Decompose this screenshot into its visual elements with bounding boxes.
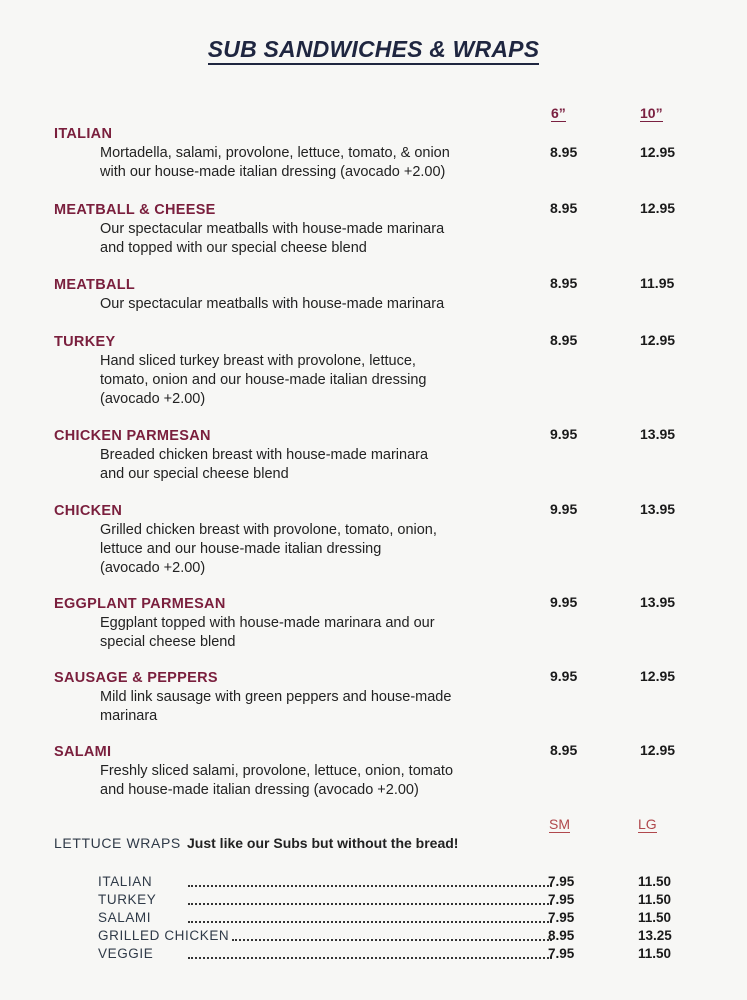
item-description (100, 614, 510, 652)
desc-line: Freshly sliced salami, provolone, lettuce, onion, tomato (100, 763, 454, 779)
item-description (100, 521, 510, 578)
item-name: MEATBALL (54, 277, 136, 293)
wrap-price-lg: 13.25 (638, 928, 672, 943)
desc-line: Eggplant topped with house-made marinara and our (100, 615, 435, 631)
item-name: SALAMI (54, 744, 112, 760)
item-description (100, 762, 510, 800)
desc-line: Hand sliced turkey breast with provolone, lettuce, (100, 353, 416, 369)
dot-leader (232, 939, 552, 941)
desc-line: and house-made italian dressing (avocado +2.00) (100, 782, 419, 798)
item-name: EGGPLANT PARMESAN (54, 596, 226, 612)
desc-line: Grilled chicken breast with provolone, tomato, onion, (100, 522, 437, 538)
desc-line: Mortadella, salami, provolone, lettuce, tomato, & onion (100, 145, 450, 161)
price-10in: 13.95 (640, 594, 676, 610)
desc-line: with our house-made italian dressing (avocado +2.00) (100, 164, 446, 180)
lettuce-wraps-heading: LETTUCE WRAPS (54, 835, 181, 851)
price-10in: 12.95 (640, 332, 676, 348)
size-header-sm: SM (549, 816, 570, 832)
wrap-price-lg: 11.50 (638, 910, 672, 925)
price-10in: 11.95 (640, 275, 675, 291)
price-6in: 8.95 (550, 332, 578, 348)
item-name: SAUSAGE & PEPPERS (54, 670, 218, 686)
item-name: TURKEY (54, 334, 116, 350)
menu-item (54, 594, 734, 652)
desc-line: (avocado +2.00) (100, 560, 206, 576)
desc-line: special cheese blend (100, 634, 236, 650)
price-10in: 13.95 (640, 426, 676, 442)
item-name: CHICKEN PARMESAN (54, 428, 211, 444)
size-header-10in: 10” (640, 105, 663, 121)
wrap-row (98, 928, 698, 946)
item-name: CHICKEN (54, 503, 123, 519)
item-description (100, 295, 510, 314)
desc-line: tomato, onion and our house-made italian dressing (100, 372, 427, 388)
dot-leader (188, 921, 552, 923)
price-10in: 12.95 (640, 144, 676, 160)
wrap-price-sm: 8.95 (548, 928, 575, 943)
desc-line: (avocado +2.00) (100, 391, 206, 407)
wrap-price-sm: 7.95 (548, 874, 575, 889)
item-name: ITALIAN (54, 126, 113, 142)
wrap-name: GRILLED CHICKEN (98, 928, 230, 943)
lettuce-wraps-tagline: Just like our Subs but without the bread! (187, 835, 459, 851)
price-6in: 8.95 (550, 742, 578, 758)
menu-item (54, 124, 734, 182)
price-6in: 8.95 (550, 144, 578, 160)
menu-title (0, 36, 747, 63)
wrap-name: ITALIAN (98, 874, 153, 889)
wrap-price-lg: 11.50 (638, 892, 672, 907)
menu-item (54, 501, 734, 578)
dot-leader (188, 903, 552, 905)
wrap-row (98, 892, 698, 910)
wrap-row (98, 910, 698, 928)
item-description (100, 220, 510, 258)
desc-line: Mild link sausage with green peppers and house-made (100, 689, 452, 705)
wrap-price-lg: 11.50 (638, 946, 672, 961)
wrap-price-sm: 7.95 (548, 910, 575, 925)
menu-item (54, 332, 734, 409)
item-description (100, 688, 510, 726)
price-6in: 9.95 (550, 501, 578, 517)
price-10in: 13.95 (640, 501, 676, 517)
size-header-lg: LG (638, 816, 657, 832)
wrap-name: TURKEY (98, 892, 157, 907)
menu-item (54, 275, 734, 314)
wrap-name: VEGGIE (98, 946, 154, 961)
dot-leader (188, 957, 552, 959)
price-6in: 8.95 (550, 275, 578, 291)
desc-line: lettuce and our house-made italian dressing (100, 541, 382, 557)
wrap-row (98, 946, 698, 964)
menu-item (54, 200, 734, 258)
desc-line: marinara (100, 708, 158, 724)
price-6in: 9.95 (550, 668, 578, 684)
desc-line: and our special cheese blend (100, 466, 289, 482)
dot-leader (188, 885, 552, 887)
menu-item (54, 668, 734, 726)
item-description (100, 446, 510, 484)
desc-line: Breaded chicken breast with house-made marinara (100, 447, 429, 463)
wrap-price-sm: 7.95 (548, 946, 575, 961)
wrap-row (98, 874, 698, 892)
menu-title-text: SUB SANDWICHES & WRAPS (208, 36, 540, 65)
menu-item (54, 426, 734, 484)
desc-line: and topped with our special cheese blend (100, 240, 367, 256)
price-10in: 12.95 (640, 668, 676, 684)
price-6in: 9.95 (550, 594, 578, 610)
wrap-price-sm: 7.95 (548, 892, 575, 907)
price-10in: 12.95 (640, 742, 676, 758)
menu-item (54, 742, 734, 800)
price-6in: 9.95 (550, 426, 578, 442)
price-10in: 12.95 (640, 200, 676, 216)
price-6in: 8.95 (550, 200, 578, 216)
wrap-name: SALAMI (98, 910, 152, 925)
item-description (100, 352, 510, 409)
wrap-price-lg: 11.50 (638, 874, 672, 889)
item-description (100, 144, 510, 182)
desc-line: Our spectacular meatballs with house-made marinara (100, 296, 445, 312)
item-name: MEATBALL & CHEESE (54, 202, 216, 218)
desc-line: Our spectacular meatballs with house-made marinara (100, 221, 445, 237)
size-header-6in: 6” (551, 105, 566, 121)
